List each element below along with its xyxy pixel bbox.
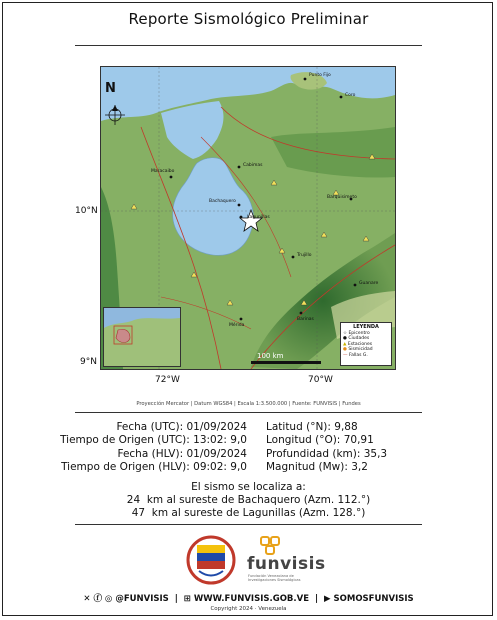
north-label: N: [105, 81, 116, 96]
lon-label-72w: 72°W: [155, 375, 180, 385]
x-icon: ✕: [83, 594, 91, 604]
fault-line-icon: —: [343, 352, 349, 358]
footer-divider: [75, 524, 422, 525]
info-label: Longitud (°O):: [266, 434, 341, 447]
separator: |: [171, 594, 181, 604]
map-divider: [75, 412, 422, 413]
info-row-depth: [266, 448, 387, 461]
epicenter-map: [100, 66, 396, 370]
brand-name: funvisis: [247, 554, 326, 574]
brand-subtitle: Fundación Venezolana de Investigaciones Sismológicas: [248, 574, 301, 583]
place-label: Lagunillas: [247, 215, 270, 220]
distance-value: 47: [131, 507, 146, 519]
place-label: Guanare: [359, 281, 379, 286]
place-label: Bachaquero: [209, 199, 236, 204]
report-title: Reporte Sismológico Preliminar: [128, 10, 369, 28]
distance-text: km al sureste de Lagunillas (Azm. 128.°): [151, 507, 366, 519]
venezuela-seal-icon: [185, 535, 237, 585]
info-row-time-hlv: [60, 461, 247, 474]
place-label: Trujillo: [297, 253, 312, 258]
lat-label-9n: 9°N: [80, 357, 97, 367]
copyright: Copyright 2024 · Venezuela: [210, 606, 287, 612]
triangle-icon: ▲: [343, 341, 348, 347]
legend-item-label: Estaciones: [347, 341, 373, 347]
legend-item-label: Epicentro: [348, 330, 370, 336]
logos-row: [0, 535, 497, 585]
map-caption: Proyección Mercator | Datum WGS84 | Escala 1:3.500.000 | Fuente: FUNVISIS | Fundes: [136, 401, 361, 407]
separator: |: [312, 594, 322, 604]
info-row-longitude: [266, 434, 387, 447]
scale-bar-line: [251, 361, 321, 364]
facebook-icon: ⓕ: [93, 594, 102, 604]
map-legend: [340, 322, 392, 366]
info-value: 09:02: 9,0: [193, 460, 247, 473]
distance-value: 24: [126, 494, 141, 506]
lat-label-10n: 10°N: [75, 206, 98, 216]
time-info-block: [60, 421, 247, 474]
place-label: Coro: [345, 93, 356, 98]
title-divider: [75, 45, 422, 46]
location-info-block: [266, 421, 387, 474]
info-value: 9,88: [334, 421, 358, 433]
location-heading: El sismo se localiza a:: [191, 481, 306, 493]
info-value: 70,91: [343, 434, 374, 447]
place-label: Cabimas: [243, 163, 263, 168]
info-row-date-utc: [60, 421, 247, 434]
web-icon: ⊞: [183, 594, 191, 604]
legend-title: LEYENDA: [353, 324, 379, 330]
info-row-time-utc: [60, 434, 247, 447]
lon-label-70w: 70°W: [308, 375, 333, 385]
legend-item-label: Sismicidad: [348, 347, 373, 353]
place-label: Barquisimeto: [327, 195, 357, 200]
info-label: Tiempo de Origen (HLV):: [61, 460, 190, 473]
place-label: Punto Fijo: [309, 73, 331, 78]
distance-text: km al sureste de Bachaquero (Azm. 112.°): [146, 494, 371, 506]
scale-bar: [251, 354, 321, 364]
info-value: 01/09/2024: [186, 421, 247, 433]
inset-locator-map: [103, 307, 181, 367]
place-label: Maracaibo: [151, 169, 175, 174]
dot-icon: ●: [343, 336, 349, 342]
info-label: Tiempo de Origen (UTC):: [60, 434, 190, 447]
legend-item-label: Fallas G.: [348, 352, 368, 358]
circle-icon: ●: [343, 347, 349, 353]
instagram-icon: ◎: [104, 594, 113, 604]
place-label: Mérida: [229, 323, 245, 328]
info-label: Fecha (UTC):: [116, 421, 184, 433]
info-label: Magnitud (Mw):: [266, 460, 348, 473]
website-link[interactable]: WWW.FUNVISIS.GOB.VE: [193, 594, 310, 604]
info-value: 3,2: [351, 460, 368, 473]
info-row-latitude: [266, 421, 387, 434]
info-row-date-hlv: [60, 448, 247, 461]
social-footer: [0, 592, 497, 604]
place-label: Barinas: [297, 317, 314, 322]
info-value: 13:02: 9,0: [193, 434, 247, 447]
legend-item-label: Ciudades: [348, 336, 370, 342]
info-label: Latitud (°N):: [266, 421, 331, 433]
social-handle-link[interactable]: @FUNVISIS: [115, 594, 169, 604]
inset-canvas: [104, 308, 180, 366]
location-line: [0, 507, 497, 519]
info-label: Fecha (HLV):: [117, 447, 184, 460]
info-label: Profundidad (km):: [266, 447, 361, 460]
info-value: 35,3: [363, 447, 388, 460]
youtube-link[interactable]: SOMOSFUNVISIS: [333, 594, 414, 604]
star-icon: ☆: [343, 330, 349, 336]
info-row-magnitude: [266, 461, 387, 474]
youtube-icon: ▶: [324, 594, 331, 604]
scale-label: 100 km: [257, 352, 284, 360]
legend-item-faults: [343, 353, 389, 359]
info-value: 01/09/2024: [186, 447, 247, 460]
location-line: [0, 494, 497, 506]
